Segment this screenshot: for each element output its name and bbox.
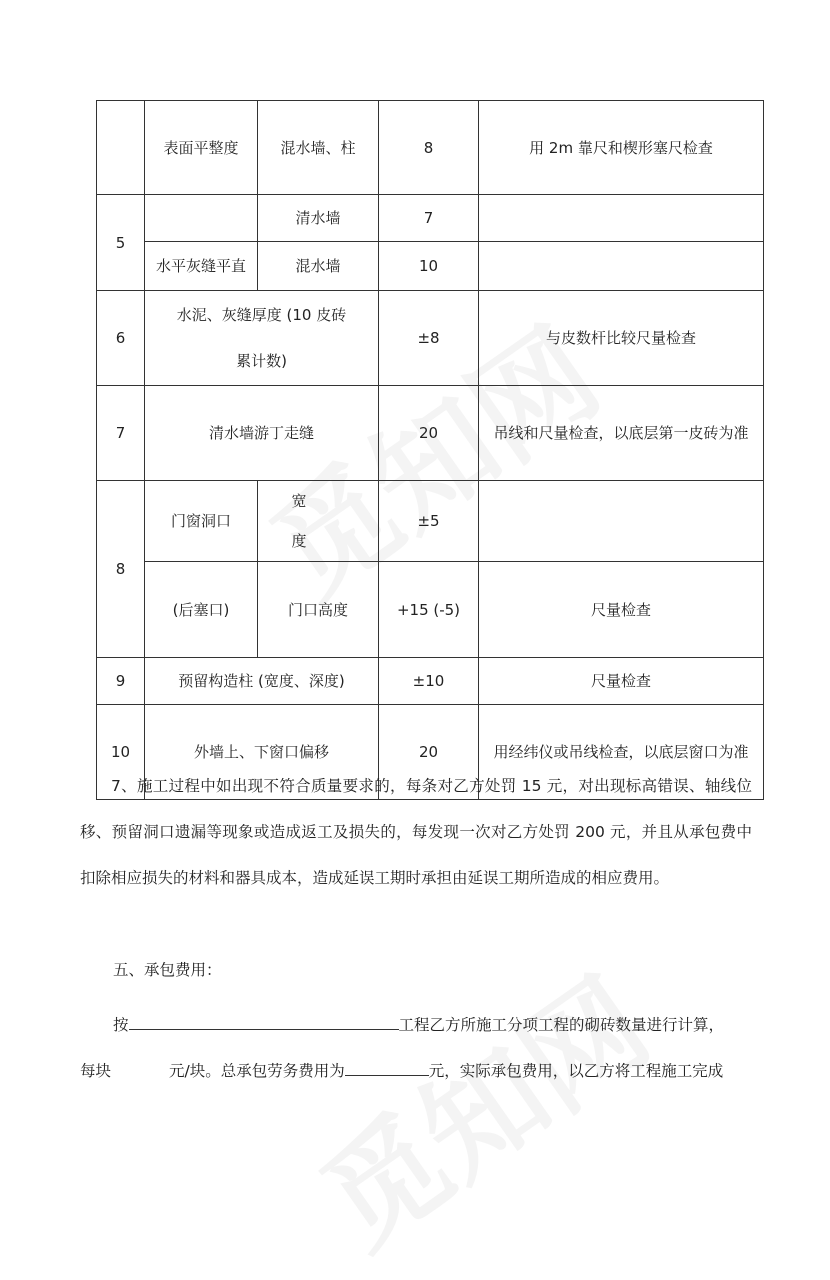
item-cell: 门窗洞口: [145, 481, 258, 562]
method-cell: 用 2m 靠尺和楔形塞尺检查: [479, 101, 764, 195]
subitem-cell: 宽 度: [258, 481, 379, 562]
row-number: 8: [97, 481, 145, 658]
method-cell: [479, 481, 764, 562]
table-row: [97, 386, 764, 481]
item-cell: (后塞口): [145, 562, 258, 658]
table-row: [97, 291, 764, 386]
tolerance-cell: ±10: [379, 658, 479, 705]
method-cell: [479, 242, 764, 291]
subitem-cell: 门口高度: [258, 562, 379, 658]
method-cell: 尺量检查: [479, 562, 764, 658]
tolerance-cell: ±8: [379, 291, 479, 386]
subitem-cell: 混水墙: [258, 242, 379, 291]
subitem-cell: 混水墙、柱: [258, 101, 379, 195]
fee-line-b: 每块 元/块。总承包劳务费用为 元，实际承包费用，以乙方将工程施工完成: [80, 1058, 723, 1081]
row-number: [97, 101, 145, 195]
table-row: [97, 101, 764, 195]
item-cell: 清水墙游丁走缝: [145, 386, 379, 481]
item-cell: 预留构造柱 (宽度、深度): [145, 658, 379, 705]
row-number: 10: [97, 705, 145, 800]
table-row: [97, 481, 764, 562]
item-cell: 水泥、灰缝厚度 (10 皮砖累计数): [145, 291, 379, 386]
blank-project-name[interactable]: [129, 1012, 399, 1030]
tolerance-cell: 7: [379, 195, 479, 242]
row-number: 7: [97, 386, 145, 481]
blank-unit-price[interactable]: [111, 1059, 169, 1076]
method-cell: 与皮数杆比较尺量检查: [479, 291, 764, 386]
table-row: [97, 242, 764, 291]
method-cell: 用经纬仪或吊线检查，以底层窗口为准: [479, 705, 764, 800]
section-heading: 五、承包费用：: [113, 961, 222, 979]
clause-7-paragraph: 7、施工过程中如出现不符合质量要求的，每条对乙方处罚 15 元，对出现标高错误、轴线位移、预留洞口遗漏等现象或造成返工及损失的，每发现一次对乙方处罚 200 元，并且从承包费中扣除相应损失的材料和器具成本，造成延误工期时承担由延误工期所造成的相应费用。: [80, 777, 752, 887]
item-cell: 水平灰缝平直: [145, 242, 258, 291]
row-number: 5: [97, 195, 145, 291]
tolerance-cell: ±5: [379, 481, 479, 562]
tolerance-cell: +15 (-5): [379, 562, 479, 658]
blank-total-fee[interactable]: [345, 1058, 429, 1076]
tolerance-cell: 10: [379, 242, 479, 291]
tolerance-cell: 8: [379, 101, 479, 195]
tolerance-cell: 20: [379, 386, 479, 481]
table-row: [97, 195, 764, 242]
tolerance-table: [96, 100, 764, 800]
item-cell: 表面平整度: [145, 101, 258, 195]
table-row: [97, 562, 764, 658]
table-row: [97, 658, 764, 705]
subitem-cell: 清水墙: [258, 195, 379, 242]
method-cell: [479, 195, 764, 242]
row-number: 9: [97, 658, 145, 705]
row-number: 6: [97, 291, 145, 386]
fee-line-a: 按 工程乙方所施工分项工程的砌砖数量进行计算，: [113, 1012, 724, 1035]
tolerance-cell: 20: [379, 705, 479, 800]
method-cell: 尺量检查: [479, 658, 764, 705]
item-cell: [145, 195, 258, 242]
method-cell: 吊线和尺量检查，以底层第一皮砖为准: [479, 386, 764, 481]
watermark: [283, 932, 677, 1279]
item-cell: 外墙上、下窗口偏移: [145, 705, 379, 800]
